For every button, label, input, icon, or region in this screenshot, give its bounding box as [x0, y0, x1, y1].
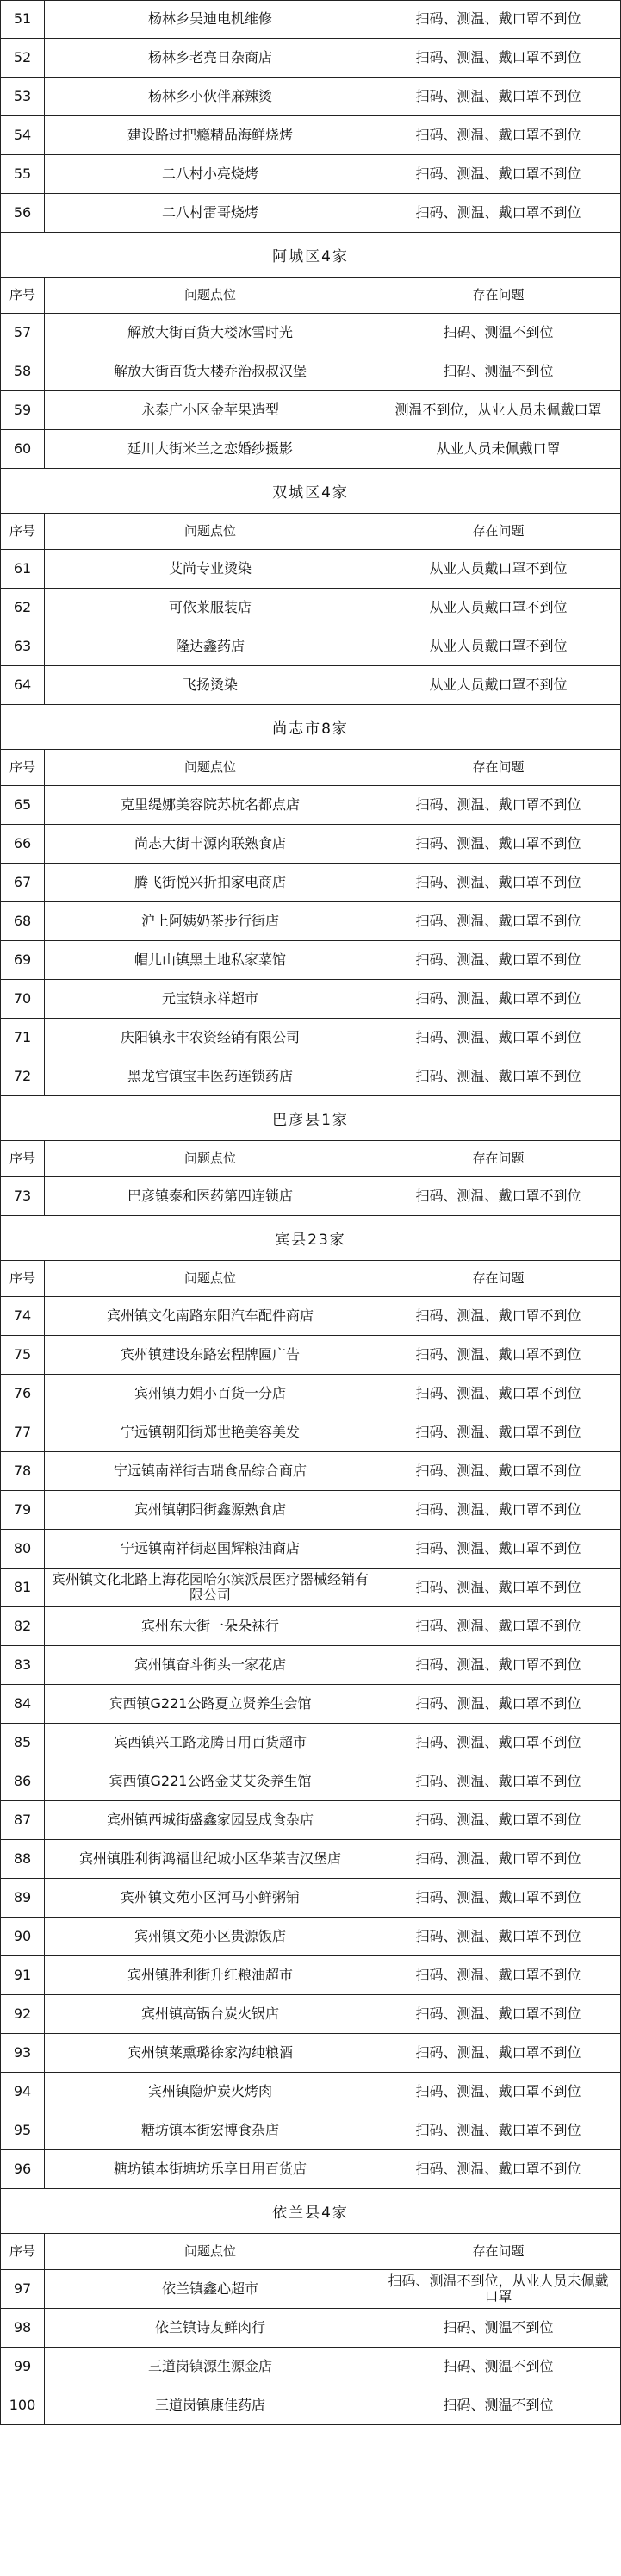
row-location: 杨林乡老亮日杂商店: [45, 39, 376, 77]
row-location: 宾州镇莱熏璐徐家沟纯粮酒: [45, 2034, 376, 2072]
row-location: 庆阳镇永丰农资经销有限公司: [45, 1019, 376, 1057]
row-number: 54: [0, 116, 45, 154]
row-issue: 扫码、测温、戴口罩不到位: [376, 1956, 621, 1994]
table-row: [0, 2309, 621, 2348]
row-issue: 扫码、测温不到位: [376, 314, 621, 352]
row-number: 94: [0, 2073, 45, 2111]
row-issue: 测温不到位，从业人员未佩戴口罩: [376, 391, 621, 429]
row-issue: 扫码、测温不到位: [376, 2309, 621, 2347]
row-location: 延川大街米兰之恋婚纱摄影: [45, 430, 376, 468]
row-issue: 扫码、测温、戴口罩不到位: [376, 194, 621, 232]
row-issue: 扫码、测温、戴口罩不到位: [376, 1375, 621, 1413]
row-location: 解放大街百货大楼乔治叔叔汉堡: [45, 352, 376, 390]
row-issue: 扫码、测温不到位，从业人员未佩戴口罩: [376, 2270, 621, 2308]
header-location: 问题点位: [45, 1261, 376, 1296]
table-row: [0, 2386, 621, 2425]
row-number: 91: [0, 1956, 45, 1994]
section-title: 巴彦县1家: [0, 1096, 621, 1141]
row-issue: 扫码、测温、戴口罩不到位: [376, 2034, 621, 2072]
row-issue: 扫码、测温、戴口罩不到位: [376, 2111, 621, 2149]
row-location: 宾州镇建设东路宏程牌匾广告: [45, 1336, 376, 1374]
table-row: [0, 1801, 621, 1840]
row-number: 61: [0, 550, 45, 588]
row-number: 68: [0, 902, 45, 940]
row-number: 63: [0, 627, 45, 665]
row-number: 100: [0, 2386, 45, 2424]
row-number: 85: [0, 1724, 45, 1762]
row-number: 82: [0, 1607, 45, 1645]
row-issue: 扫码、测温、戴口罩不到位: [376, 980, 621, 1018]
row-number: 66: [0, 825, 45, 863]
row-location: 永泰广小区金苹果造型: [45, 391, 376, 429]
row-location: 二八村雷哥烧烤: [45, 194, 376, 232]
row-number: 90: [0, 1918, 45, 1955]
row-number: 59: [0, 391, 45, 429]
row-location: 依兰镇鑫心超市: [45, 2270, 376, 2308]
row-issue: 扫码、测温、戴口罩不到位: [376, 1177, 621, 1215]
table-row: [0, 1452, 621, 1491]
table-row: [0, 2073, 621, 2111]
section-title: 依兰县4家: [0, 2189, 621, 2234]
row-issue: 扫码、测温、戴口罩不到位: [376, 1918, 621, 1955]
table-row: [0, 1019, 621, 1057]
table-row: [0, 1375, 621, 1413]
row-number: 52: [0, 39, 45, 77]
row-location: 宁远镇南祥街吉瑞食品综合商店: [45, 1452, 376, 1490]
row-location: 糖坊镇本街宏博食杂店: [45, 2111, 376, 2149]
row-number: 53: [0, 78, 45, 115]
row-issue: 扫码、测温、戴口罩不到位: [376, 825, 621, 863]
row-number: 57: [0, 314, 45, 352]
row-number: 96: [0, 2150, 45, 2188]
row-location: 宾州东大街一朵朵袜行: [45, 1607, 376, 1645]
row-location: 建设路过把瘾精品海鲜烧烤: [45, 116, 376, 154]
row-issue: 扫码、测温、戴口罩不到位: [376, 1530, 621, 1568]
row-issue: 从业人员戴口罩不到位: [376, 550, 621, 588]
row-number: 93: [0, 2034, 45, 2072]
row-issue: 扫码、测温、戴口罩不到位: [376, 864, 621, 901]
row-location: 元宝镇永祥超市: [45, 980, 376, 1018]
row-number: 76: [0, 1375, 45, 1413]
row-number: 80: [0, 1530, 45, 1568]
row-number: 78: [0, 1452, 45, 1490]
row-number: 75: [0, 1336, 45, 1374]
row-number: 74: [0, 1297, 45, 1335]
section-title: 尚志市8家: [0, 705, 621, 750]
table-row: [0, 941, 621, 980]
row-number: 69: [0, 941, 45, 979]
row-number: 67: [0, 864, 45, 901]
row-number: 55: [0, 155, 45, 193]
header-no: 序号: [0, 750, 45, 785]
row-location: 宾州镇文化南路东阳汽车配件商店: [45, 1297, 376, 1335]
table-row: [0, 1569, 621, 1607]
row-location: 宾州镇朝阳街鑫源熟食店: [45, 1491, 376, 1529]
row-location: 尚志大街丰源肉联熟食店: [45, 825, 376, 863]
row-issue: 扫码、测温、戴口罩不到位: [376, 1801, 621, 1839]
table-row: [0, 391, 621, 430]
row-location: 黑龙宫镇宝丰医药连锁药店: [45, 1057, 376, 1095]
row-location: 宾州镇西城街盛鑫家园昱成食杂店: [45, 1801, 376, 1839]
table-row: [0, 2150, 621, 2189]
table-row: [0, 314, 621, 352]
row-location: 飞扬烫染: [45, 666, 376, 704]
row-number: 62: [0, 589, 45, 627]
row-number: 88: [0, 1840, 45, 1878]
table-row: [0, 1995, 621, 2034]
table-row: [0, 1491, 621, 1530]
row-issue: 扫码、测温、戴口罩不到位: [376, 1491, 621, 1529]
table-row: [0, 116, 621, 155]
row-issue: 扫码、测温、戴口罩不到位: [376, 2150, 621, 2188]
table-row: [0, 1646, 621, 1685]
header-issue: 存在问题: [376, 278, 621, 313]
header-no: 序号: [0, 1141, 45, 1176]
row-issue: 从业人员未佩戴口罩: [376, 430, 621, 468]
row-issue: 扫码、测温、戴口罩不到位: [376, 1569, 621, 1606]
table-header: [0, 514, 621, 550]
row-location: 宾州镇胜利街鸿福世纪城小区华莱吉汉堡店: [45, 1840, 376, 1878]
table-row: [0, 39, 621, 78]
row-issue: 扫码、测温不到位: [376, 352, 621, 390]
row-issue: 扫码、测温不到位: [376, 2386, 621, 2424]
row-location: 宾州镇隐炉炭火烤肉: [45, 2073, 376, 2111]
table-row: [0, 1918, 621, 1956]
header-issue: 存在问题: [376, 2234, 621, 2269]
row-issue: 扫码、测温、戴口罩不到位: [376, 1057, 621, 1095]
row-number: 71: [0, 1019, 45, 1057]
row-number: 84: [0, 1685, 45, 1723]
row-number: 65: [0, 786, 45, 824]
row-number: 72: [0, 1057, 45, 1095]
row-location: 依兰镇诗友鲜肉行: [45, 2309, 376, 2347]
table-row: [0, 155, 621, 194]
row-number: 56: [0, 194, 45, 232]
header-no: 序号: [0, 278, 45, 313]
row-issue: 扫码、测温、戴口罩不到位: [376, 902, 621, 940]
table-row: [0, 1840, 621, 1879]
table-row: [0, 1336, 621, 1375]
row-location: 糖坊镇本街塘坊乐享日用百货店: [45, 2150, 376, 2188]
row-issue: 扫码、测温、戴口罩不到位: [376, 1, 621, 38]
row-issue: 从业人员戴口罩不到位: [376, 666, 621, 704]
row-location: 三道岗镇康佳药店: [45, 2386, 376, 2424]
section-title: 宾县23家: [0, 1216, 621, 1261]
table-header: [0, 2234, 621, 2270]
row-location: 艾尚专业烫染: [45, 550, 376, 588]
table-row: [0, 980, 621, 1019]
row-location: 宾州镇奋斗街头一家花店: [45, 1646, 376, 1684]
row-issue: 扫码、测温、戴口罩不到位: [376, 1724, 621, 1762]
row-location: 腾飞街悦兴折扣家电商店: [45, 864, 376, 901]
table-row: [0, 2348, 621, 2386]
row-location: 沪上阿姨奶茶步行街店: [45, 902, 376, 940]
row-number: 86: [0, 1762, 45, 1800]
table-row: [0, 430, 621, 469]
row-location: 宾州镇文苑小区河马小鲜粥铺: [45, 1879, 376, 1917]
header-location: 问题点位: [45, 750, 376, 785]
row-location: 杨林乡小伙伴麻辣烫: [45, 78, 376, 115]
header-issue: 存在问题: [376, 514, 621, 549]
row-location: 宁远镇南祥街赵国辉粮油商店: [45, 1530, 376, 1568]
table-row: [0, 1685, 621, 1724]
row-number: 70: [0, 980, 45, 1018]
row-location: 宾州镇高锅台炭火锅店: [45, 1995, 376, 2033]
table-row: [0, 352, 621, 391]
row-number: 92: [0, 1995, 45, 2033]
row-number: 60: [0, 430, 45, 468]
row-location: 二八村小亮烧烤: [45, 155, 376, 193]
row-location: 克里缇娜美容院苏杭名都点店: [45, 786, 376, 824]
row-number: 64: [0, 666, 45, 704]
header-issue: 存在问题: [376, 750, 621, 785]
row-number: 83: [0, 1646, 45, 1684]
row-location: 三道岗镇源生源金店: [45, 2348, 376, 2386]
header-location: 问题点位: [45, 514, 376, 549]
row-location: 宁远镇朝阳街郑世艳美容美发: [45, 1413, 376, 1451]
table-row: [0, 1297, 621, 1336]
row-issue: 扫码、测温、戴口罩不到位: [376, 941, 621, 979]
table-row: [0, 194, 621, 233]
row-issue: 扫码、测温、戴口罩不到位: [376, 78, 621, 115]
table-header: [0, 1261, 621, 1297]
table-row: [0, 864, 621, 902]
table-row: [0, 1956, 621, 1995]
table-header: [0, 278, 621, 314]
header-issue: 存在问题: [376, 1261, 621, 1296]
row-issue: 扫码、测温、戴口罩不到位: [376, 1685, 621, 1723]
row-issue: 扫码、测温、戴口罩不到位: [376, 1019, 621, 1057]
row-issue: 扫码、测温、戴口罩不到位: [376, 1413, 621, 1451]
row-location: 宾西镇G221公路金艾艾灸养生馆: [45, 1762, 376, 1800]
table-row: [0, 1879, 621, 1918]
table-row: [0, 1413, 621, 1452]
row-location: 宾西镇G221公路夏立贤养生会馆: [45, 1685, 376, 1723]
section-title: 双城区4家: [0, 469, 621, 514]
table-header: [0, 750, 621, 786]
row-number: 51: [0, 1, 45, 38]
row-number: 58: [0, 352, 45, 390]
row-issue: 扫码、测温、戴口罩不到位: [376, 1840, 621, 1878]
row-issue: 扫码、测温、戴口罩不到位: [376, 2073, 621, 2111]
header-location: 问题点位: [45, 1141, 376, 1176]
row-location: 宾西镇兴工路龙腾日用百货超市: [45, 1724, 376, 1762]
table-row: [0, 1607, 621, 1646]
row-number: 95: [0, 2111, 45, 2149]
row-number: 97: [0, 2270, 45, 2308]
table-row: [0, 2270, 621, 2309]
table-row: [0, 2111, 621, 2150]
table-row: [0, 1177, 621, 1216]
table-row: [0, 1057, 621, 1096]
row-issue: 扫码、测温、戴口罩不到位: [376, 116, 621, 154]
table-row: [0, 627, 621, 666]
row-issue: 扫码、测温、戴口罩不到位: [376, 1452, 621, 1490]
header-issue: 存在问题: [376, 1141, 621, 1176]
row-issue: 扫码、测温、戴口罩不到位: [376, 1762, 621, 1800]
table-row: [0, 2034, 621, 2073]
row-issue: 从业人员戴口罩不到位: [376, 589, 621, 627]
table-row: [0, 1724, 621, 1762]
row-location: 宾州镇文苑小区贵源饭店: [45, 1918, 376, 1955]
row-issue: 扫码、测温不到位: [376, 2348, 621, 2386]
row-location: 杨林乡吴迪电机维修: [45, 1, 376, 38]
header-no: 序号: [0, 514, 45, 549]
row-location: 巴彦镇泰和医药第四连锁店: [45, 1177, 376, 1215]
row-location: 宾州镇胜利街升红粮油超市: [45, 1956, 376, 1994]
row-issue: 扫码、测温、戴口罩不到位: [376, 786, 621, 824]
row-number: 99: [0, 2348, 45, 2386]
row-number: 79: [0, 1491, 45, 1529]
row-location: 宾州镇力娟小百货一分店: [45, 1375, 376, 1413]
row-location: 解放大街百货大楼冰雪时光: [45, 314, 376, 352]
header-location: 问题点位: [45, 2234, 376, 2269]
row-issue: 扫码、测温、戴口罩不到位: [376, 155, 621, 193]
row-number: 98: [0, 2309, 45, 2347]
row-location: 隆达鑫药店: [45, 627, 376, 665]
row-number: 89: [0, 1879, 45, 1917]
row-number: 81: [0, 1569, 45, 1606]
header-no: 序号: [0, 1261, 45, 1296]
table-row: [0, 902, 621, 941]
row-location: 可依莱服装店: [45, 589, 376, 627]
table-row: [0, 0, 621, 39]
table-row: [0, 1530, 621, 1569]
header-no: 序号: [0, 2234, 45, 2269]
row-issue: 扫码、测温、戴口罩不到位: [376, 1336, 621, 1374]
row-number: 87: [0, 1801, 45, 1839]
table-row: [0, 666, 621, 705]
row-issue: 扫码、测温、戴口罩不到位: [376, 1646, 621, 1684]
table-header: [0, 1141, 621, 1177]
section-title: 阿城区4家: [0, 233, 621, 278]
row-issue: 扫码、测温、戴口罩不到位: [376, 1297, 621, 1335]
row-number: 73: [0, 1177, 45, 1215]
table-row: [0, 550, 621, 589]
table-row: [0, 589, 621, 627]
table-row: [0, 1762, 621, 1801]
row-issue: 扫码、测温、戴口罩不到位: [376, 1607, 621, 1645]
row-issue: 扫码、测温、戴口罩不到位: [376, 1995, 621, 2033]
row-issue: 从业人员戴口罩不到位: [376, 627, 621, 665]
row-issue: 扫码、测温、戴口罩不到位: [376, 1879, 621, 1917]
row-issue: 扫码、测温、戴口罩不到位: [376, 39, 621, 77]
table-row: [0, 786, 621, 825]
row-location: 宾州镇文化北路上海花园哈尔滨派晨医疗器械经销有限公司: [45, 1569, 376, 1606]
table-row: [0, 825, 621, 864]
header-location: 问题点位: [45, 278, 376, 313]
table-row: [0, 78, 621, 116]
row-location: 帽儿山镇黑土地私家菜馆: [45, 941, 376, 979]
row-number: 77: [0, 1413, 45, 1451]
